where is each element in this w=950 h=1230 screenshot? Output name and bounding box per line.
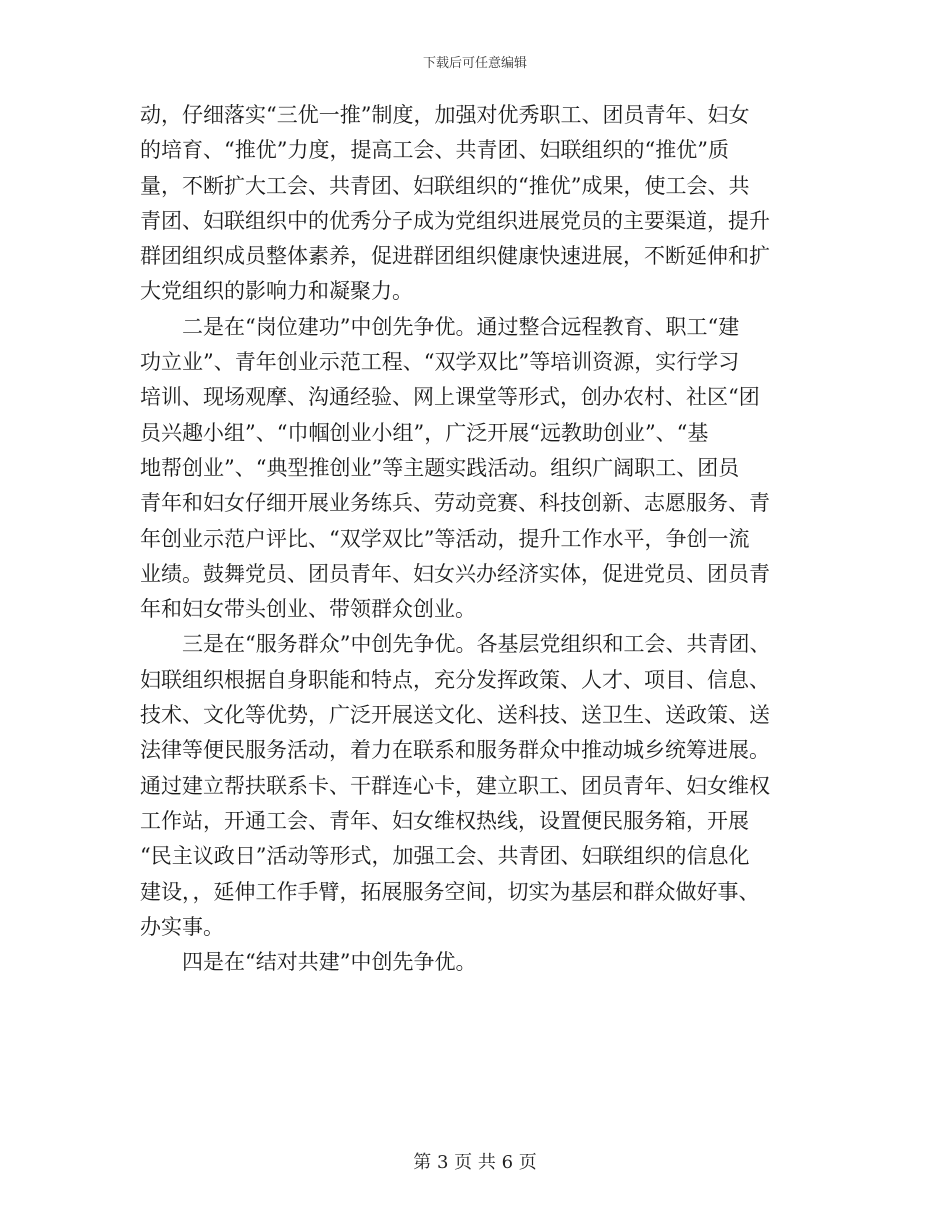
text-line: 技术、文化等优势，广泛开展送文化、送科技、送卫生、送政策、送 — [140, 703, 770, 728]
text-line: 群团组织成员整体素养，促进群团组织健康快速进展，不断延伸和扩 — [140, 244, 770, 269]
body-text — [140, 98, 816, 980]
text-line: “民主议政日”活动等形式，加强工会、共青团、妇联组织的信息化 — [140, 844, 750, 869]
text-line: 培训、现场观摩、沟通经验、网上课堂等形式，创办农村、社区“团 — [140, 385, 760, 410]
text-line: 大党组织的影响力和凝聚力。 — [140, 279, 413, 304]
text-line: 法律等便民服务活动，着力在联系和服务群众中推动城乡统筹进展。 — [140, 738, 770, 763]
page-footer: 第 3 页 共 6 页 — [413, 1152, 537, 1173]
text-line: 业绩。鼓舞党员、团员青年、妇女兴办经济实体，促进党员、团员青 — [140, 561, 770, 586]
text-line: 二是在“岗位建功”中创先争优。通过整合远程教育、职工“建 — [140, 314, 740, 339]
text-line: 办实事。 — [140, 914, 224, 939]
text-line: 地帮创业”、“典型推创业”等主题实践活动。组织广阔职工、团员 — [140, 455, 740, 480]
text-line: 青年和妇女仔细开展业务练兵、劳动竞赛、科技创新、志愿服务、青 — [140, 491, 770, 516]
text-line: 建设，，延伸工作手臂，拓展服务空间，切实为基层和群众做好事、 — [140, 879, 760, 904]
text-line: 通过建立帮扶联系卡、干群连心卡，建立职工、团员青年、妇女维权 — [140, 773, 770, 798]
page-header: 下载后可任意编辑 — [422, 56, 527, 71]
text-line: 青团、妇联组织中的优秀分子成为党组织进展党员的主要渠道，提升 — [140, 208, 770, 233]
text-line: 工作站，开通工会、青年、妇女维权热线，设置便民服务箱，开展 — [140, 808, 749, 833]
text-line: 三是在“服务群众”中创先争优。各基层党组织和工会、共青团、 — [140, 632, 771, 657]
text-line: 动，仔细落实“三优一推”制度，加强对优秀职工、团员青年、妇女 — [140, 103, 750, 127]
text-line: 年和妇女带头创业、带领群众创业。 — [140, 597, 476, 622]
text-line: 员兴趣小组”、“巾帼创业小组”，广泛开展“远教助创业”、“基 — [140, 420, 709, 445]
text-line: 功立业”、青年创业示范工程、“双学双比”等培训资源，实行学习 — [140, 350, 740, 375]
text-line: 量，不断扩大工会、共青团、妇联组织的“推优”成果，使工会、共 — [140, 173, 750, 198]
text-line: 的培育、“推优”力度，提高工会、共青团、妇联组织的“推优”质 — [140, 138, 729, 163]
text-line: 年创业示范户评比、“双学双比”等活动，提升工作水平，争创一流 — [140, 526, 750, 551]
text-line: 四是在“结对共建”中创先争优。 — [140, 950, 477, 975]
text-line: 妇联组织根据自身职能和特点，充分发挥政策、人才、项目、信息、 — [140, 667, 770, 692]
